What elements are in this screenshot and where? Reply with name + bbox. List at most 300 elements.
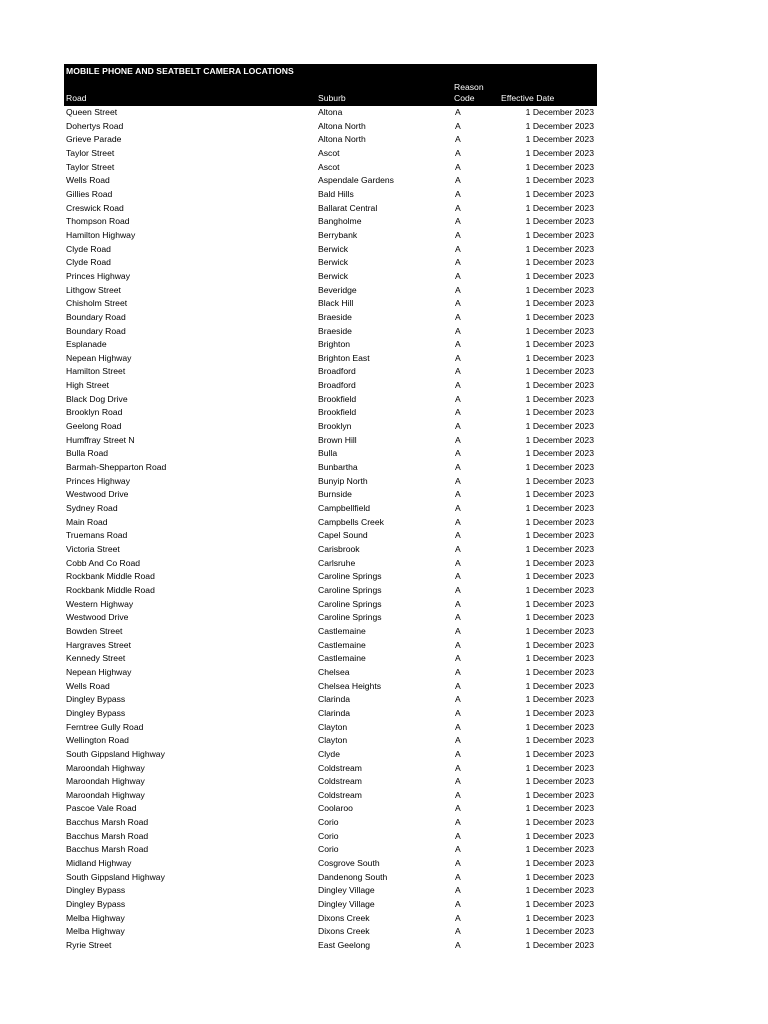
reason-code-cell: A bbox=[455, 161, 461, 172]
reason-code-cell: A bbox=[455, 325, 461, 336]
road-cell: Clyde Road bbox=[66, 257, 111, 268]
suburb-cell: Bunbartha bbox=[318, 462, 358, 473]
reason-code-cell: A bbox=[455, 134, 461, 145]
reason-code-cell: A bbox=[455, 653, 461, 664]
suburb-cell: Capel Sound bbox=[318, 530, 368, 541]
road-cell: Westwood Drive bbox=[66, 489, 129, 500]
reason-code-cell: A bbox=[455, 120, 461, 131]
road-cell: Queen Street bbox=[66, 107, 118, 117]
effective-date-cell: 1 December 2023 bbox=[525, 421, 594, 432]
effective-date-cell: 1 December 2023 bbox=[525, 639, 594, 650]
effective-date-cell: 1 December 2023 bbox=[525, 462, 594, 473]
reason-code-cell: A bbox=[455, 940, 461, 951]
suburb-cell: Corio bbox=[318, 817, 339, 828]
reason-code-cell: A bbox=[455, 243, 461, 254]
table-row bbox=[64, 461, 597, 475]
suburb-cell: Brighton East bbox=[318, 352, 370, 363]
suburb-cell: Black Hill bbox=[318, 298, 354, 309]
road-cell: Thompson Road bbox=[66, 216, 130, 227]
table-row bbox=[64, 270, 597, 284]
table-row bbox=[64, 734, 597, 748]
reason-code-cell: A bbox=[455, 216, 461, 227]
road-cell: Cobb And Co Road bbox=[66, 557, 141, 568]
effective-date-cell: 1 December 2023 bbox=[525, 544, 594, 554]
reason-code-cell: A bbox=[455, 789, 461, 800]
road-cell: Gillies Road bbox=[66, 188, 113, 199]
suburb-cell: Coldstream bbox=[318, 776, 362, 787]
effective-date-cell: 1 December 2023 bbox=[525, 571, 594, 582]
effective-date-cell: 1 December 2023 bbox=[525, 120, 594, 131]
table-row bbox=[64, 748, 597, 762]
road-cell: Esplanade bbox=[66, 339, 107, 350]
suburb-cell: Dingley Village bbox=[318, 899, 375, 910]
road-cell: High Street bbox=[66, 380, 109, 391]
road-cell: Rockbank Middle Road bbox=[66, 584, 155, 595]
reason-code-cell: A bbox=[455, 735, 461, 746]
table-row bbox=[64, 884, 597, 898]
effective-date-cell: 1 December 2023 bbox=[525, 598, 594, 609]
table-row bbox=[64, 147, 597, 161]
table-row bbox=[64, 188, 597, 202]
road-cell: Clyde Road bbox=[66, 243, 111, 254]
suburb-cell: Caroline Springs bbox=[318, 598, 382, 609]
table-row bbox=[64, 488, 597, 502]
road-cell: Ferntree Gully Road bbox=[66, 721, 144, 732]
suburb-cell: Bunyip North bbox=[318, 475, 368, 486]
reason-code-cell: A bbox=[455, 147, 461, 158]
road-cell: Bacchus Marsh Road bbox=[66, 830, 149, 841]
table-row bbox=[64, 557, 597, 571]
table-row bbox=[64, 775, 597, 789]
effective-date-cell: 1 December 2023 bbox=[525, 298, 594, 309]
effective-date-cell: 1 December 2023 bbox=[525, 516, 594, 527]
reason-code-cell: A bbox=[455, 229, 461, 240]
effective-date-cell: 1 December 2023 bbox=[525, 311, 594, 322]
reason-code-cell: A bbox=[455, 188, 461, 199]
suburb-cell: Ascot bbox=[318, 161, 340, 172]
reason-code-cell: A bbox=[455, 762, 461, 773]
table-row bbox=[64, 611, 597, 625]
road-cell: Hamilton Street bbox=[66, 366, 126, 377]
road-cell: Maroondah Highway bbox=[66, 762, 145, 773]
road-cell: Dingley Bypass bbox=[66, 707, 126, 718]
header-road: Road bbox=[66, 93, 87, 103]
table-row bbox=[64, 529, 597, 543]
table-row bbox=[64, 311, 597, 325]
road-cell: Taylor Street bbox=[66, 147, 115, 158]
effective-date-cell: 1 December 2023 bbox=[525, 748, 594, 759]
table-row bbox=[64, 570, 597, 584]
road-cell: Brooklyn Road bbox=[66, 407, 123, 418]
suburb-cell: Braeside bbox=[318, 325, 352, 336]
road-cell: Princes Highway bbox=[66, 270, 130, 281]
table-row bbox=[64, 693, 597, 707]
suburb-cell: Altona bbox=[318, 107, 343, 117]
reason-code-cell: A bbox=[455, 284, 461, 295]
table-row bbox=[64, 666, 597, 680]
road-cell: Wellington Road bbox=[66, 735, 129, 746]
reason-code-cell: A bbox=[455, 844, 461, 855]
effective-date-cell: 1 December 2023 bbox=[525, 393, 594, 404]
road-cell: South Gippsland Highway bbox=[66, 871, 165, 882]
table-header-row bbox=[64, 79, 597, 106]
reason-code-cell: A bbox=[455, 380, 461, 391]
suburb-cell: Caroline Springs bbox=[318, 584, 382, 595]
reason-code-cell: A bbox=[455, 639, 461, 650]
table-row bbox=[64, 174, 597, 188]
suburb-cell: East Geelong bbox=[318, 940, 371, 951]
suburb-cell: Ascot bbox=[318, 147, 340, 158]
suburb-cell: Carisbrook bbox=[318, 544, 360, 554]
table-row bbox=[64, 707, 597, 721]
table-row bbox=[64, 802, 597, 816]
effective-date-cell: 1 December 2023 bbox=[525, 407, 594, 418]
road-cell: Nepean Highway bbox=[66, 352, 132, 363]
suburb-cell: Berrybank bbox=[318, 229, 358, 240]
effective-date-cell: 1 December 2023 bbox=[525, 202, 594, 213]
road-cell: Hargraves Street bbox=[66, 639, 131, 650]
effective-date-cell: 1 December 2023 bbox=[525, 161, 594, 172]
reason-code-cell: A bbox=[455, 544, 461, 554]
table-row bbox=[64, 830, 597, 844]
table-row bbox=[64, 133, 597, 147]
road-cell: Rockbank Middle Road bbox=[66, 571, 155, 582]
effective-date-cell: 1 December 2023 bbox=[525, 325, 594, 336]
reason-code-cell: A bbox=[455, 830, 461, 841]
header-reason-line2: Code bbox=[454, 93, 475, 103]
effective-date-cell: 1 December 2023 bbox=[525, 188, 594, 199]
table-row bbox=[64, 202, 597, 216]
effective-date-cell: 1 December 2023 bbox=[525, 735, 594, 746]
table-row bbox=[64, 284, 597, 298]
road-cell: Dingley Bypass bbox=[66, 899, 126, 910]
suburb-cell: Coolaroo bbox=[318, 803, 353, 814]
suburb-cell: Berwick bbox=[318, 257, 349, 268]
road-cell: Dohertys Road bbox=[66, 120, 124, 131]
table-row bbox=[64, 120, 597, 134]
header-effective-date: Effective Date bbox=[501, 93, 555, 103]
suburb-cell: Clarinda bbox=[318, 694, 351, 705]
reason-code-cell: A bbox=[455, 339, 461, 350]
road-cell: Taylor Street bbox=[66, 161, 115, 172]
table-row bbox=[64, 434, 597, 448]
effective-date-cell: 1 December 2023 bbox=[525, 926, 594, 937]
road-cell: Hamilton Highway bbox=[66, 229, 136, 240]
suburb-cell: Carlsruhe bbox=[318, 557, 356, 568]
reason-code-cell: A bbox=[455, 516, 461, 527]
table-row bbox=[64, 325, 597, 339]
reason-code-cell: A bbox=[455, 721, 461, 732]
effective-date-cell: 1 December 2023 bbox=[525, 557, 594, 568]
effective-date-cell: 1 December 2023 bbox=[525, 899, 594, 910]
reason-code-cell: A bbox=[455, 557, 461, 568]
suburb-cell: Broadford bbox=[318, 380, 356, 391]
suburb-cell: Cosgrove South bbox=[318, 858, 380, 869]
road-cell: Westwood Drive bbox=[66, 612, 129, 623]
road-cell: Grieve Parade bbox=[66, 134, 122, 145]
reason-code-cell: A bbox=[455, 694, 461, 705]
table-row bbox=[64, 898, 597, 912]
road-cell: Wells Road bbox=[66, 175, 110, 186]
road-cell: Dingley Bypass bbox=[66, 885, 126, 896]
suburb-cell: Brookfield bbox=[318, 393, 357, 404]
effective-date-cell: 1 December 2023 bbox=[525, 653, 594, 664]
suburb-cell: Dixons Creek bbox=[318, 926, 370, 937]
suburb-cell: Coldstream bbox=[318, 762, 362, 773]
road-cell: Kennedy Street bbox=[66, 653, 126, 664]
reason-code-cell: A bbox=[455, 885, 461, 896]
effective-date-cell: 1 December 2023 bbox=[525, 366, 594, 377]
suburb-cell: Aspendale Gardens bbox=[318, 175, 394, 186]
effective-date-cell: 1 December 2023 bbox=[525, 858, 594, 869]
suburb-cell: Caroline Springs bbox=[318, 571, 382, 582]
suburb-cell: Castlemaine bbox=[318, 625, 366, 636]
reason-code-cell: A bbox=[455, 899, 461, 910]
road-cell: Wells Road bbox=[66, 680, 110, 691]
effective-date-cell: 1 December 2023 bbox=[525, 694, 594, 705]
suburb-cell: Corio bbox=[318, 830, 339, 841]
road-cell: Main Road bbox=[66, 516, 108, 527]
table-row bbox=[64, 475, 597, 489]
effective-date-cell: 1 December 2023 bbox=[525, 871, 594, 882]
table-row bbox=[64, 338, 597, 352]
road-cell: Nepean Highway bbox=[66, 666, 132, 677]
road-cell: Boundary Road bbox=[66, 325, 126, 336]
suburb-cell: Corio bbox=[318, 844, 339, 855]
road-cell: Princes Highway bbox=[66, 475, 130, 486]
suburb-cell: Clarinda bbox=[318, 707, 351, 718]
suburb-cell: Clayton bbox=[318, 735, 348, 746]
reason-code-cell: A bbox=[455, 393, 461, 404]
road-cell: Western Highway bbox=[66, 598, 134, 609]
reason-code-cell: A bbox=[455, 858, 461, 869]
reason-code-cell: A bbox=[455, 871, 461, 882]
table-row bbox=[64, 502, 597, 516]
road-cell: Humffray Street N bbox=[66, 434, 135, 445]
road-cell: Melba Highway bbox=[66, 926, 125, 937]
header-suburb: Suburb bbox=[318, 93, 346, 103]
reason-code-cell: A bbox=[455, 311, 461, 322]
table-row bbox=[64, 652, 597, 666]
road-cell: Bowden Street bbox=[66, 625, 123, 636]
reason-code-cell: A bbox=[455, 366, 461, 377]
suburb-cell: Brown Hill bbox=[318, 434, 357, 445]
road-cell: Geelong Road bbox=[66, 421, 122, 432]
suburb-cell: Braeside bbox=[318, 311, 352, 322]
suburb-cell: Bulla bbox=[318, 448, 338, 459]
effective-date-cell: 1 December 2023 bbox=[525, 789, 594, 800]
table-row bbox=[64, 379, 597, 393]
suburb-cell: Dandenong South bbox=[318, 871, 388, 882]
table-row bbox=[64, 106, 597, 120]
table-row bbox=[64, 516, 597, 530]
camera-locations-table bbox=[64, 64, 597, 953]
suburb-cell: Berwick bbox=[318, 243, 349, 254]
effective-date-cell: 1 December 2023 bbox=[525, 475, 594, 486]
reason-code-cell: A bbox=[455, 407, 461, 418]
road-cell: South Gippsland Highway bbox=[66, 748, 165, 759]
reason-code-cell: A bbox=[455, 803, 461, 814]
effective-date-cell: 1 December 2023 bbox=[525, 175, 594, 186]
effective-date-cell: 1 December 2023 bbox=[525, 147, 594, 158]
effective-date-cell: 1 December 2023 bbox=[525, 912, 594, 923]
reason-code-cell: A bbox=[455, 257, 461, 268]
effective-date-cell: 1 December 2023 bbox=[525, 284, 594, 295]
table-row bbox=[64, 365, 597, 379]
effective-date-cell: 1 December 2023 bbox=[525, 776, 594, 787]
suburb-cell: Altona North bbox=[318, 134, 366, 145]
road-cell: Ryrie Street bbox=[66, 940, 112, 951]
effective-date-cell: 1 December 2023 bbox=[525, 830, 594, 841]
table-row bbox=[64, 297, 597, 311]
suburb-cell: Bangholme bbox=[318, 216, 362, 227]
road-cell: Victoria Street bbox=[66, 544, 120, 554]
road-cell: Black Dog Drive bbox=[66, 393, 128, 404]
effective-date-cell: 1 December 2023 bbox=[525, 489, 594, 500]
road-cell: Maroondah Highway bbox=[66, 776, 145, 787]
road-cell: Chisholm Street bbox=[66, 298, 128, 309]
table-row bbox=[64, 680, 597, 694]
suburb-cell: Brooklyn bbox=[318, 421, 352, 432]
effective-date-cell: 1 December 2023 bbox=[525, 625, 594, 636]
effective-date-cell: 1 December 2023 bbox=[525, 434, 594, 445]
reason-code-cell: A bbox=[455, 926, 461, 937]
effective-date-cell: 1 December 2023 bbox=[525, 503, 594, 514]
effective-date-cell: 1 December 2023 bbox=[525, 134, 594, 145]
effective-date-cell: 1 December 2023 bbox=[525, 584, 594, 595]
suburb-cell: Ballarat Central bbox=[318, 202, 378, 213]
road-cell: Boundary Road bbox=[66, 311, 126, 322]
effective-date-cell: 1 December 2023 bbox=[525, 803, 594, 814]
suburb-cell: Chelsea bbox=[318, 666, 350, 677]
road-cell: Bacchus Marsh Road bbox=[66, 844, 149, 855]
effective-date-cell: 1 December 2023 bbox=[525, 817, 594, 828]
reason-code-cell: A bbox=[455, 598, 461, 609]
table-row bbox=[64, 925, 597, 939]
reason-code-cell: A bbox=[455, 202, 461, 213]
reason-code-cell: A bbox=[455, 298, 461, 309]
effective-date-cell: 1 December 2023 bbox=[525, 270, 594, 281]
table-row bbox=[64, 598, 597, 612]
reason-code-cell: A bbox=[455, 448, 461, 459]
effective-date-cell: 1 December 2023 bbox=[525, 380, 594, 391]
reason-code-cell: A bbox=[455, 107, 461, 117]
effective-date-cell: 1 December 2023 bbox=[525, 530, 594, 541]
effective-date-cell: 1 December 2023 bbox=[525, 707, 594, 718]
road-cell: Bulla Road bbox=[66, 448, 109, 459]
effective-date-cell: 1 December 2023 bbox=[525, 216, 594, 227]
table-row bbox=[64, 789, 597, 803]
suburb-cell: Castlemaine bbox=[318, 653, 366, 664]
effective-date-cell: 1 December 2023 bbox=[525, 721, 594, 732]
road-cell: Midland Highway bbox=[66, 858, 132, 869]
effective-date-cell: 1 December 2023 bbox=[525, 107, 594, 117]
table-row bbox=[64, 256, 597, 270]
effective-date-cell: 1 December 2023 bbox=[525, 940, 594, 951]
effective-date-cell: 1 December 2023 bbox=[525, 448, 594, 459]
road-cell: Pascoe Vale Road bbox=[66, 803, 137, 814]
table-row bbox=[64, 215, 597, 229]
table-row bbox=[64, 420, 597, 434]
road-cell: Sydney Road bbox=[66, 503, 118, 514]
effective-date-cell: 1 December 2023 bbox=[525, 762, 594, 773]
suburb-cell: Coldstream bbox=[318, 789, 362, 800]
header-reason-line1: Reason bbox=[454, 82, 484, 92]
table-row bbox=[64, 243, 597, 257]
effective-date-cell: 1 December 2023 bbox=[525, 612, 594, 623]
suburb-cell: Dingley Village bbox=[318, 885, 375, 896]
reason-code-cell: A bbox=[455, 666, 461, 677]
table-row bbox=[64, 543, 597, 557]
reason-code-cell: A bbox=[455, 625, 461, 636]
road-cell: Lithgow Street bbox=[66, 284, 121, 295]
table-row bbox=[64, 406, 597, 420]
road-cell: Bacchus Marsh Road bbox=[66, 817, 149, 828]
suburb-cell: Brookfield bbox=[318, 407, 357, 418]
suburb-cell: Castlemaine bbox=[318, 639, 366, 650]
reason-code-cell: A bbox=[455, 707, 461, 718]
road-cell: Truemans Road bbox=[66, 530, 128, 541]
suburb-cell: Clayton bbox=[318, 721, 348, 732]
suburb-cell: Dixons Creek bbox=[318, 912, 370, 923]
table-row bbox=[64, 871, 597, 885]
table-row bbox=[64, 161, 597, 175]
suburb-cell: Clyde bbox=[318, 748, 340, 759]
suburb-cell: Berwick bbox=[318, 270, 349, 281]
reason-code-cell: A bbox=[455, 175, 461, 186]
table-row bbox=[64, 584, 597, 598]
table-row bbox=[64, 843, 597, 857]
header-reason-code bbox=[454, 82, 484, 104]
suburb-cell: Brighton bbox=[318, 339, 351, 350]
effective-date-cell: 1 December 2023 bbox=[525, 257, 594, 268]
reason-code-cell: A bbox=[455, 462, 461, 473]
effective-date-cell: 1 December 2023 bbox=[525, 229, 594, 240]
table-row bbox=[64, 393, 597, 407]
suburb-cell: Bald Hills bbox=[318, 188, 354, 199]
reason-code-cell: A bbox=[455, 503, 461, 514]
effective-date-cell: 1 December 2023 bbox=[525, 243, 594, 254]
reason-code-cell: A bbox=[455, 817, 461, 828]
suburb-cell: Altona North bbox=[318, 120, 366, 131]
table-row bbox=[64, 912, 597, 926]
table-row bbox=[64, 762, 597, 776]
suburb-cell: Chelsea Heights bbox=[318, 680, 382, 691]
table-row bbox=[64, 447, 597, 461]
suburb-cell: Broadford bbox=[318, 366, 356, 377]
effective-date-cell: 1 December 2023 bbox=[525, 844, 594, 855]
effective-date-cell: 1 December 2023 bbox=[525, 666, 594, 677]
reason-code-cell: A bbox=[455, 584, 461, 595]
reason-code-cell: A bbox=[455, 352, 461, 363]
reason-code-cell: A bbox=[455, 612, 461, 623]
reason-code-cell: A bbox=[455, 489, 461, 500]
reason-code-cell: A bbox=[455, 571, 461, 582]
road-cell: Creswick Road bbox=[66, 202, 124, 213]
suburb-cell: Campbellfield bbox=[318, 503, 371, 514]
effective-date-cell: 1 December 2023 bbox=[525, 339, 594, 350]
reason-code-cell: A bbox=[455, 434, 461, 445]
road-cell: Dingley Bypass bbox=[66, 694, 126, 705]
effective-date-cell: 1 December 2023 bbox=[525, 885, 594, 896]
effective-date-cell: 1 December 2023 bbox=[525, 680, 594, 691]
road-cell: Melba Highway bbox=[66, 912, 125, 923]
reason-code-cell: A bbox=[455, 748, 461, 759]
suburb-cell: Caroline Springs bbox=[318, 612, 382, 623]
table-row bbox=[64, 352, 597, 366]
table-body bbox=[64, 106, 597, 953]
table-title: MOBILE PHONE AND SEATBELT CAMERA LOCATIONS bbox=[64, 64, 597, 79]
